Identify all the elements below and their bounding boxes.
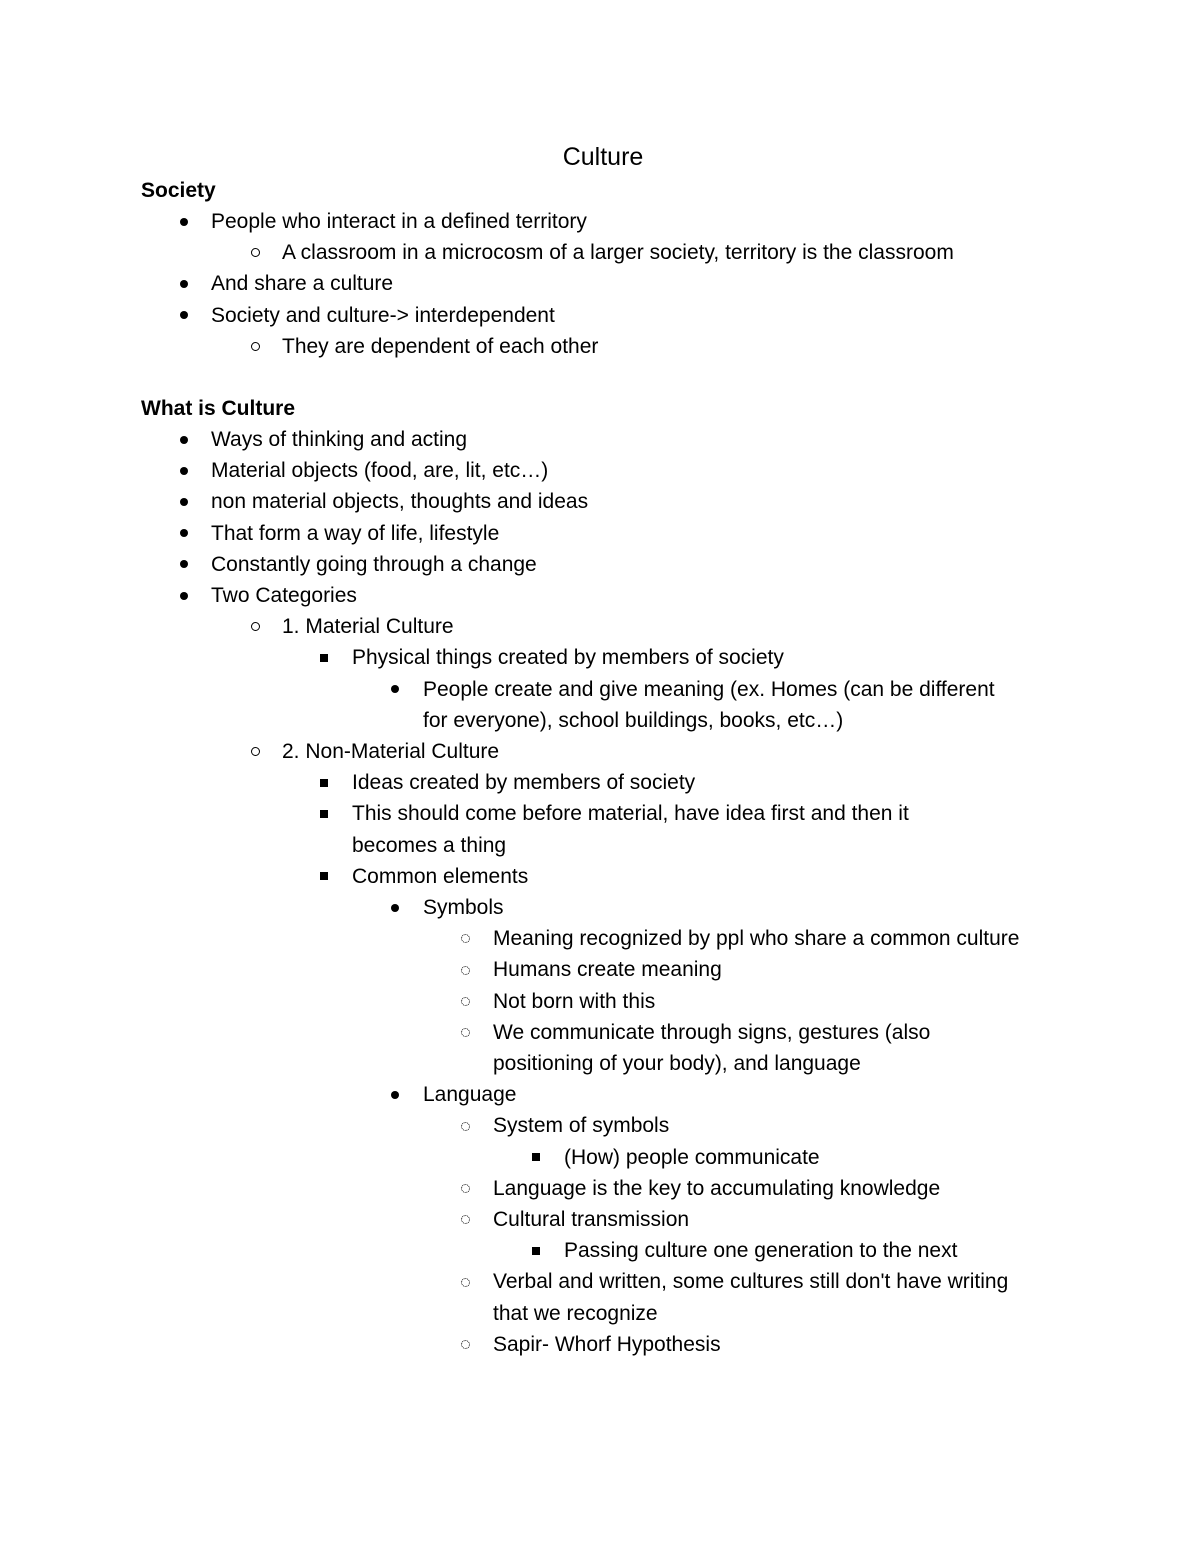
circle-bullet-icon (251, 736, 260, 767)
list-item-text: People who interact in a defined territory (211, 210, 587, 233)
list-item-text: Symbols (423, 896, 504, 920)
square-bullet-icon (320, 642, 328, 673)
list-item-text: Two Categories (211, 584, 357, 608)
list-item (141, 1142, 1141, 1173)
list-item (141, 206, 1141, 237)
circle-bullet-icon (251, 611, 260, 642)
square-bullet-icon (320, 767, 328, 798)
list-item (141, 300, 1141, 331)
disc-bullet-icon (180, 300, 188, 331)
list-item-text: A classroom in a microcosm of a larger society, territory is the classroom (282, 241, 954, 265)
section-what-is-culture (141, 393, 1141, 1360)
list-item-text: Meaning recognized by ppl who share a common culture (493, 927, 1020, 951)
list-item-text: Constantly going through a change (211, 552, 537, 576)
dcircle-bullet-icon (461, 954, 470, 985)
list-item-text: 1. Material Culture (282, 615, 454, 639)
list-item-text: Physical things created by members of society (352, 646, 784, 670)
list-item-text: Passing culture one generation to the next (564, 1239, 958, 1263)
disc-bullet-icon (180, 455, 188, 486)
list-item (141, 1329, 1141, 1360)
disc-bullet-icon (180, 268, 188, 299)
list-item (141, 861, 1141, 892)
dcircle-bullet-icon (461, 1266, 470, 1297)
list-item (141, 986, 1141, 1017)
list-item (141, 954, 1141, 985)
list-item (141, 736, 1141, 767)
square-bullet-icon (532, 1235, 540, 1266)
list-item (141, 1204, 1141, 1235)
list-item-text: This should come before material, have idea first and then it becomes a thing (352, 802, 909, 857)
circle-bullet-icon (251, 237, 260, 268)
disc-bullet-icon (391, 674, 399, 705)
disc-bullet-icon (391, 1079, 399, 1110)
list-item-text: Cultural transmission (493, 1208, 690, 1232)
list-item-text: 2. Non-Material Culture (282, 740, 500, 764)
list-item-text: non material objects, thoughts and ideas (211, 490, 589, 514)
list-item (141, 611, 1141, 642)
dcircle-bullet-icon (461, 1204, 470, 1235)
dcircle-bullet-icon (461, 1173, 470, 1204)
list-item (141, 892, 1141, 923)
list-item-text: (How) people communicate (564, 1145, 820, 1169)
list-item (141, 798, 1141, 860)
square-bullet-icon (532, 1142, 540, 1173)
list-item (141, 424, 1141, 455)
list-item (141, 331, 1141, 362)
list-item (141, 486, 1141, 517)
list-item-text: Sapir- Whorf Hypothesis (493, 1332, 721, 1356)
list-item-text: That form a way of life, lifestyle (211, 521, 500, 545)
section-heading: Society (141, 179, 216, 202)
list-item-text: System of symbols (493, 1114, 670, 1138)
list-item-text: Common elements (352, 864, 529, 888)
list-item-text: Material objects (food, are, lit, etc…) (211, 459, 549, 483)
list-item-text: Language is the key to accumulating knowledge (493, 1176, 941, 1200)
list-item-text: Society and culture-> interdependent (211, 303, 555, 327)
list-item-text: Ways of thinking and acting (211, 428, 468, 451)
list-item (141, 767, 1141, 798)
disc-bullet-icon (180, 486, 188, 517)
circle-bullet-icon (251, 331, 260, 362)
square-bullet-icon (320, 798, 328, 829)
list-item (141, 1079, 1141, 1110)
list-item (141, 268, 1141, 299)
list-item-text: People create and give meaning (ex. Homes (can be different for everyone), school buildings, books, etc…) (423, 677, 995, 732)
list-item (141, 674, 1141, 736)
disc-bullet-icon (180, 580, 188, 611)
list-item (141, 1266, 1141, 1328)
bullet-list (141, 424, 1141, 1360)
bullet-list (141, 206, 1141, 362)
disc-bullet-icon (180, 424, 188, 455)
list-item (141, 1235, 1141, 1266)
document-title: Culture (562, 143, 644, 171)
disc-bullet-icon (391, 892, 399, 923)
section-society (141, 175, 1141, 362)
dcircle-bullet-icon (461, 923, 470, 954)
list-item (141, 455, 1141, 486)
disc-bullet-icon (180, 518, 188, 549)
list-item-text: And share a culture (211, 272, 394, 296)
list-item (141, 1017, 1141, 1079)
square-bullet-icon (320, 861, 328, 892)
list-item (141, 237, 1141, 268)
list-item-text: Humans create meaning (493, 958, 722, 982)
disc-bullet-icon (180, 206, 188, 237)
list-item (141, 642, 1141, 673)
list-item (141, 580, 1141, 611)
list-item-text: Verbal and written, some cultures still don't have writing that we recognize (493, 1270, 1009, 1325)
list-item (141, 518, 1141, 549)
list-item (141, 1110, 1141, 1141)
list-item (141, 1173, 1141, 1204)
dcircle-bullet-icon (461, 1110, 470, 1141)
list-item-text: Ideas created by members of society (352, 771, 696, 795)
list-item-text: Not born with this (493, 989, 656, 1013)
dcircle-bullet-icon (461, 1329, 470, 1360)
section-heading: What is Culture (141, 397, 296, 420)
list-item-text: They are dependent of each other (282, 334, 599, 358)
dcircle-bullet-icon (461, 1017, 470, 1048)
disc-bullet-icon (180, 549, 188, 580)
dcircle-bullet-icon (461, 986, 470, 1017)
list-item-text: Language (423, 1083, 517, 1107)
list-item (141, 923, 1141, 954)
list-item (141, 549, 1141, 580)
list-item-text: We communicate through signs, gestures (also positioning of your body), and language (493, 1020, 931, 1076)
